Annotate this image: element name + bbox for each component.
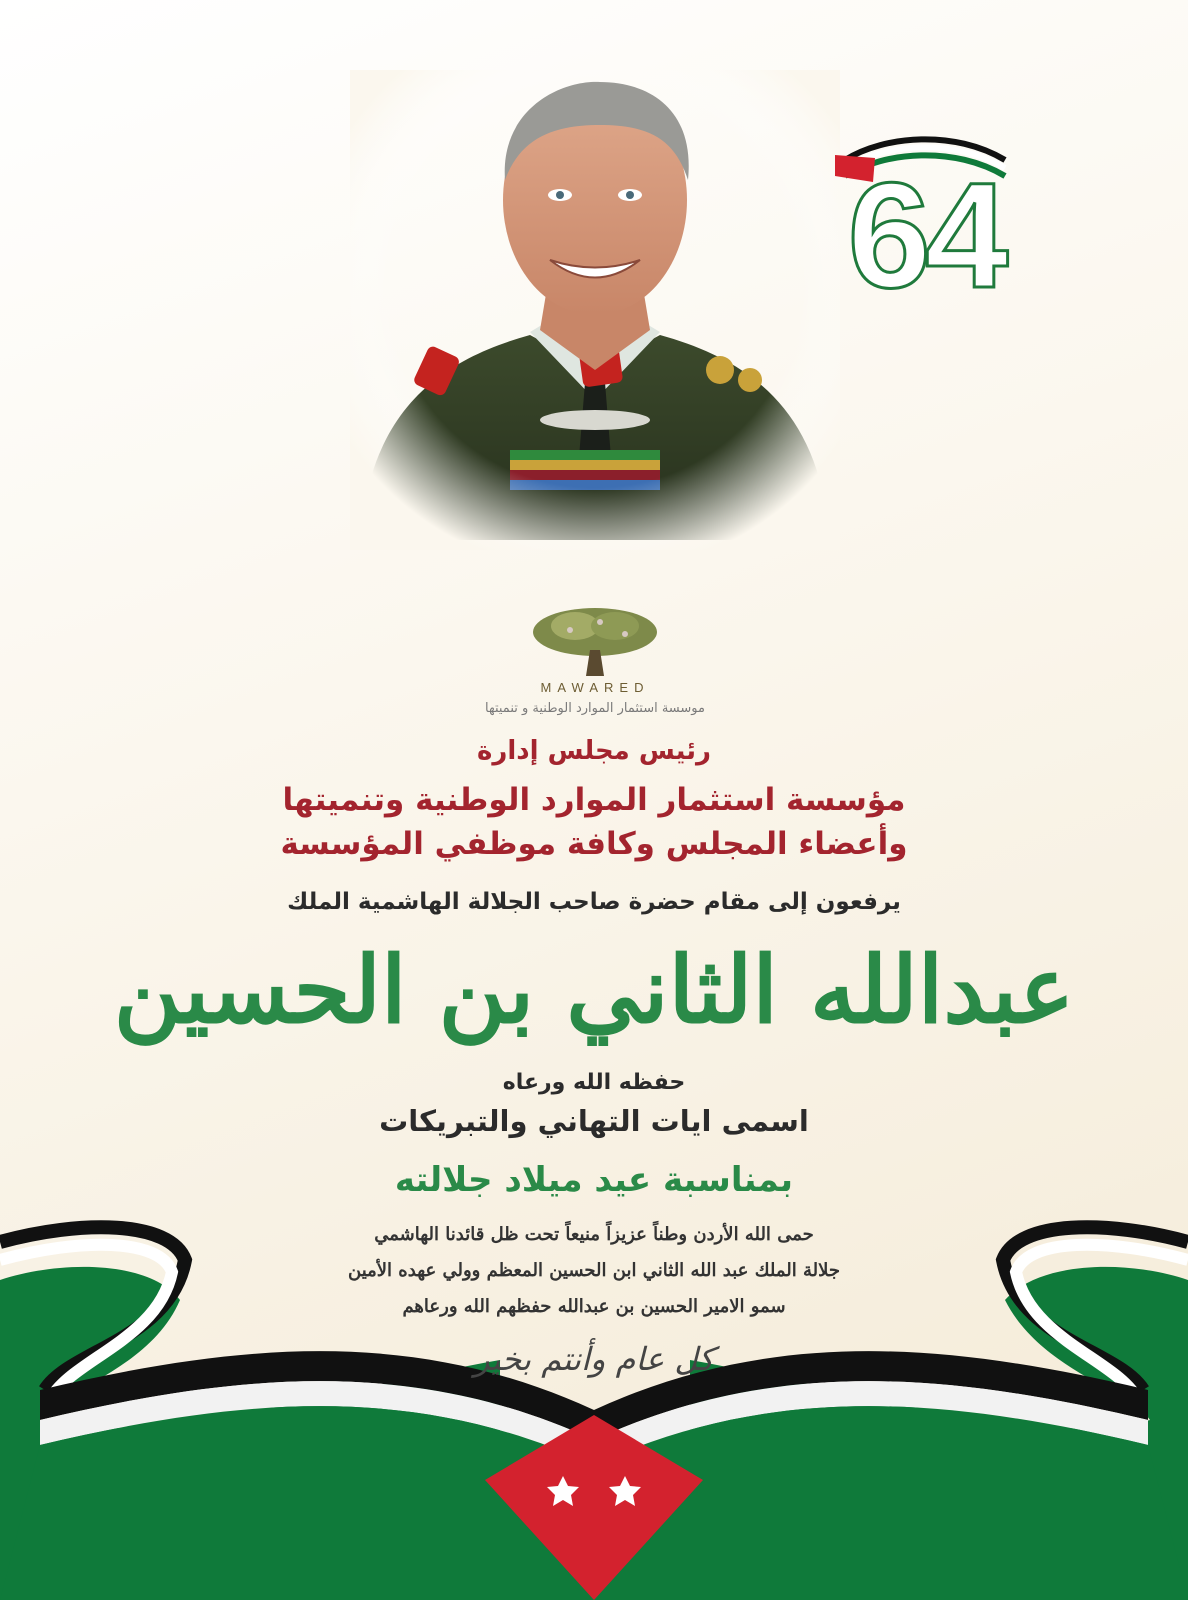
organization-name: مؤسسة استثمار الموارد الوطنية وتنميتها — [282, 782, 906, 818]
prayer-line-1: حمى الله الأردن وطناً عزيزاً منيعاً تحت ظل قائدنا الهاشمي — [374, 1224, 814, 1245]
raise-line: يرفعون إلى مقام حضرة صاحب الجلالة الهاشمية الملك — [287, 889, 901, 915]
logo-brand: MAWARED — [540, 680, 650, 695]
king-name-calligraphy: عبدالله الثاني بن الحسين — [113, 936, 1075, 1044]
members-line: وأعضاء المجلس وكافة موظفي المؤسسة — [280, 826, 908, 862]
blessing-line: حفظه الله ورعاه — [502, 1070, 686, 1095]
age-number: 64 — [847, 151, 1003, 319]
prayer-line-3: سمو الامير الحسين بن عبدالله حفظهم الله ورعاهم — [402, 1296, 786, 1317]
prayer-line-2: جلالة الملك عبد الله الثاني ابن الحسين المعظم وولي عهده الأمين — [348, 1260, 840, 1281]
greetings-line: اسمى ايات التهاني والتبريكات — [379, 1104, 809, 1138]
closing-calligraphy: كل عام وأنتم بخير — [474, 1340, 714, 1378]
portrait-photo — [350, 70, 840, 550]
logo-subtitle: موسسة استثمار الموارد الوطنية و تنميتها — [485, 701, 705, 716]
age-badge — [835, 130, 1015, 319]
board-title: رئيس مجلس إدارة — [477, 736, 711, 766]
mawared-logo — [440, 600, 750, 725]
occasion-line: بمناسبة عيد ميلاد جلالته — [394, 1160, 794, 1200]
tree-logo-icon — [530, 600, 660, 678]
